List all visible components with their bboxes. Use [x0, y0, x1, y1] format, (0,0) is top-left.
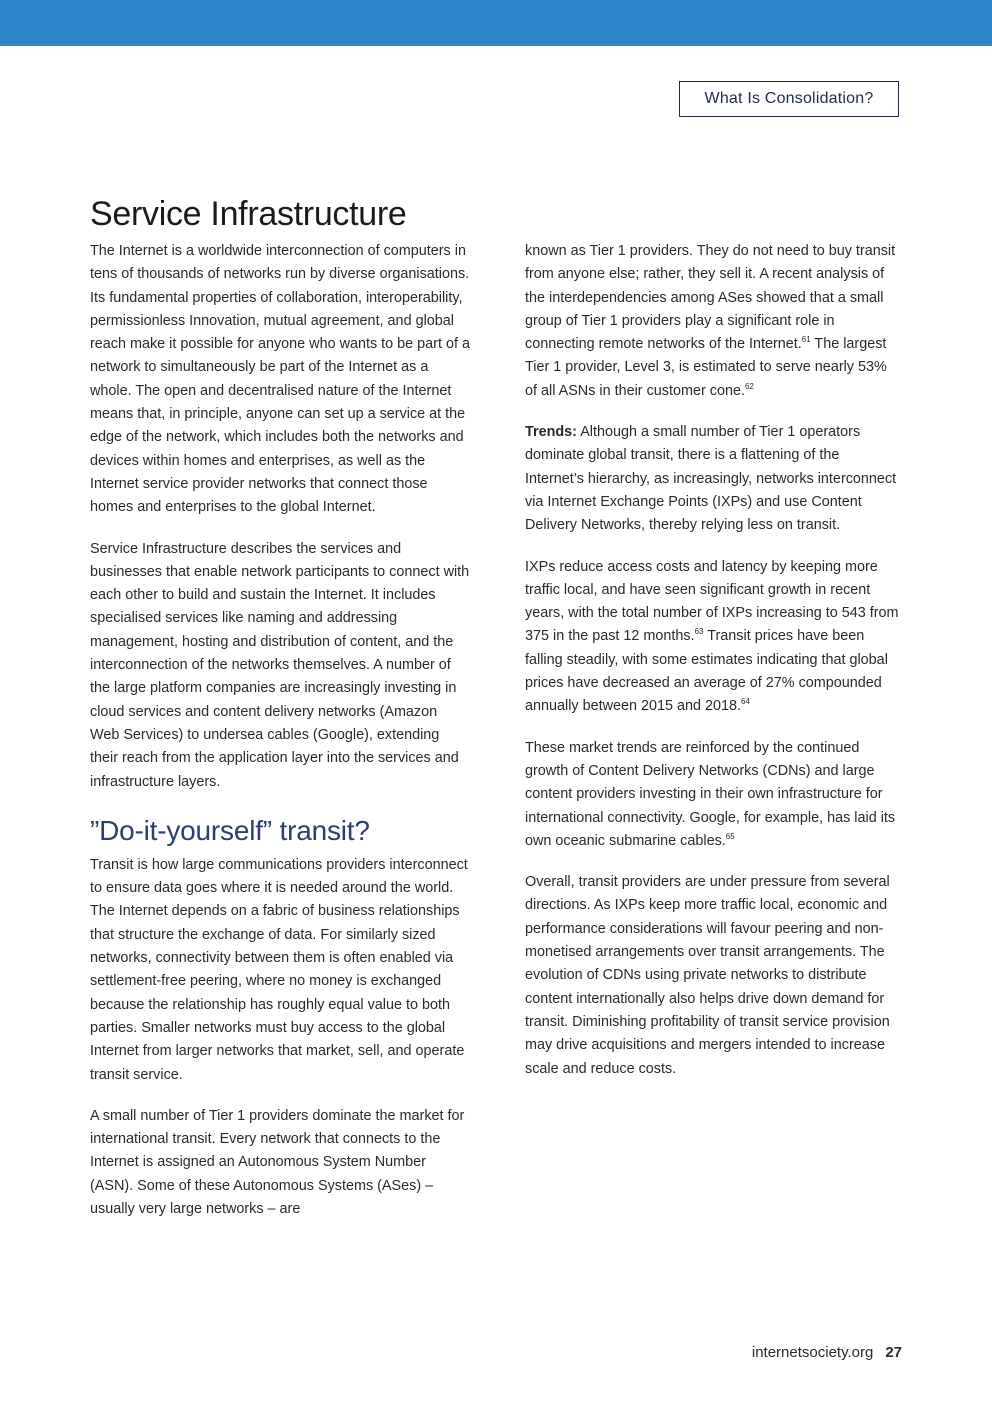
paragraph-text: These market trends are reinforced by the continued growth of Content Delivery Networks (CDNs) and large content providers investing in their own infrastructure for international connectivity. Google, for example, has laid its own oceanic submarine cables. — [525, 739, 896, 849]
footer-site-link[interactable]: internetsociety.org — [751, 1344, 874, 1361]
section-label: What Is Consolidation? — [679, 81, 899, 117]
subheading: ”Do-it-yourself” transit? — [90, 814, 370, 846]
page-number: 27 — [885, 1344, 902, 1361]
footnote-ref: 64 — [741, 697, 750, 707]
paragraph-lead: Trends: — [525, 424, 577, 441]
footnote-ref: 63 — [694, 627, 704, 637]
paragraph-text: IXPs reduce access costs and latency by keeping more traffic local, and have seen significant growth in recent years, with the total number of IXPs increasing to 543 from 375 in the past 12 months. — [525, 558, 899, 645]
body-paragraph: Overall, transit providers are under pressure from several directions. As IXPs keep more traffic local, economic and performance considerations will favour peering and non-monetised arrangements over transit arrangements. The evolution of CDNs using private networks to distribute content internationally also helps drive down demand for transit. Diminishing profitability of transit service provision may drive acquisitions and mergers intended to increase scale and reduce costs. — [525, 874, 890, 1077]
body-paragraph: Transit is how large communications providers interconnect to ensure data goes where it is needed around the world. The Internet depends on a fabric of business relationships that structure the exchange of data. For similarly sized networks, connectivity between them is often enabled via settlement-free peering, where no money is exchanged because the relationship has roughly equal value to both parties. Smaller networks must buy access to the global Internet from larger networks that market, sell, and operate transit service. — [90, 856, 468, 1083]
body-paragraph — [525, 421, 901, 537]
page-footer — [752, 1344, 902, 1361]
right-column — [525, 240, 901, 1099]
body-paragraph — [525, 556, 901, 719]
paragraph-text: known as Tier 1 providers. They do not need to buy transit from anyone else; rather, they sell it. A recent analysis of the interdependencies among ASes showed that a small group of Tier 1 providers play a significant role in connecting remote networks of the Internet. — [525, 243, 896, 353]
body-paragraph: The Internet is a worldwide interconnection of computers in tens of thousands of networks run by diverse organisations. Its fundamental properties of collaboration, interoperability, permissionless Innovation, mutual agreement, and global reach make it possible for anyone who wants to be part of a network to simultaneously be part of the Internet as a whole. The open and decentralised nature of the Internet means that, in principle, anyone can set up a service at the edge of the network, which includes both the networks and devices within homes and enterprises, as well as the Internet service provider networks that connect those homes and enterprises to the global Internet. — [90, 243, 470, 516]
paragraph-text: Although a small number of Tier 1 operators dominate global transit, there is a flattening of the Internet’s hierarchy, as increasingly, networks interconnect via Internet Exchange Points (IXPs) and use Content Delivery Networks, thereby relying less on transit. — [525, 424, 897, 534]
footnote-ref: 61 — [801, 335, 811, 345]
body-paragraph — [525, 240, 901, 403]
footnote-ref: 62 — [744, 381, 754, 391]
body-paragraph: Service Infrastructure describes the services and businesses that enable network participants to connect with each other to build and sustain the Internet. It includes specialised services like naming and addressing management, hosting and distribution of content, and the interconnection of the networks themselves. A number of the large platform companies are increasingly investing in cloud services and content delivery networks (Amazon Web Services) to undersea cables (Google), extending their reach from the application layer into the services and infrastructure layers. — [90, 540, 470, 790]
top-color-bar — [0, 0, 992, 46]
body-paragraph: A small number of Tier 1 providers dominate the market for international transit. Every network that connects to the Internet is assigned an Autonomous System Number (ASN). Some of these Autonomous Systems (ASes) – usually very large networks – are — [90, 1107, 465, 1217]
page-title: Service Infrastructure — [90, 195, 407, 233]
left-column — [90, 192, 470, 1239]
paragraph-text: Transit prices have been falling steadily, with some estimates indicating that global prices have decreased an average of 27% compounded annually between 2015 and 2018. — [525, 628, 888, 715]
paragraph-text: The largest Tier 1 provider, Level 3, is estimated to serve nearly 53% of all ASNs in their customer cone. — [525, 336, 887, 399]
body-paragraph — [525, 737, 901, 853]
footnote-ref: 65 — [725, 831, 735, 841]
